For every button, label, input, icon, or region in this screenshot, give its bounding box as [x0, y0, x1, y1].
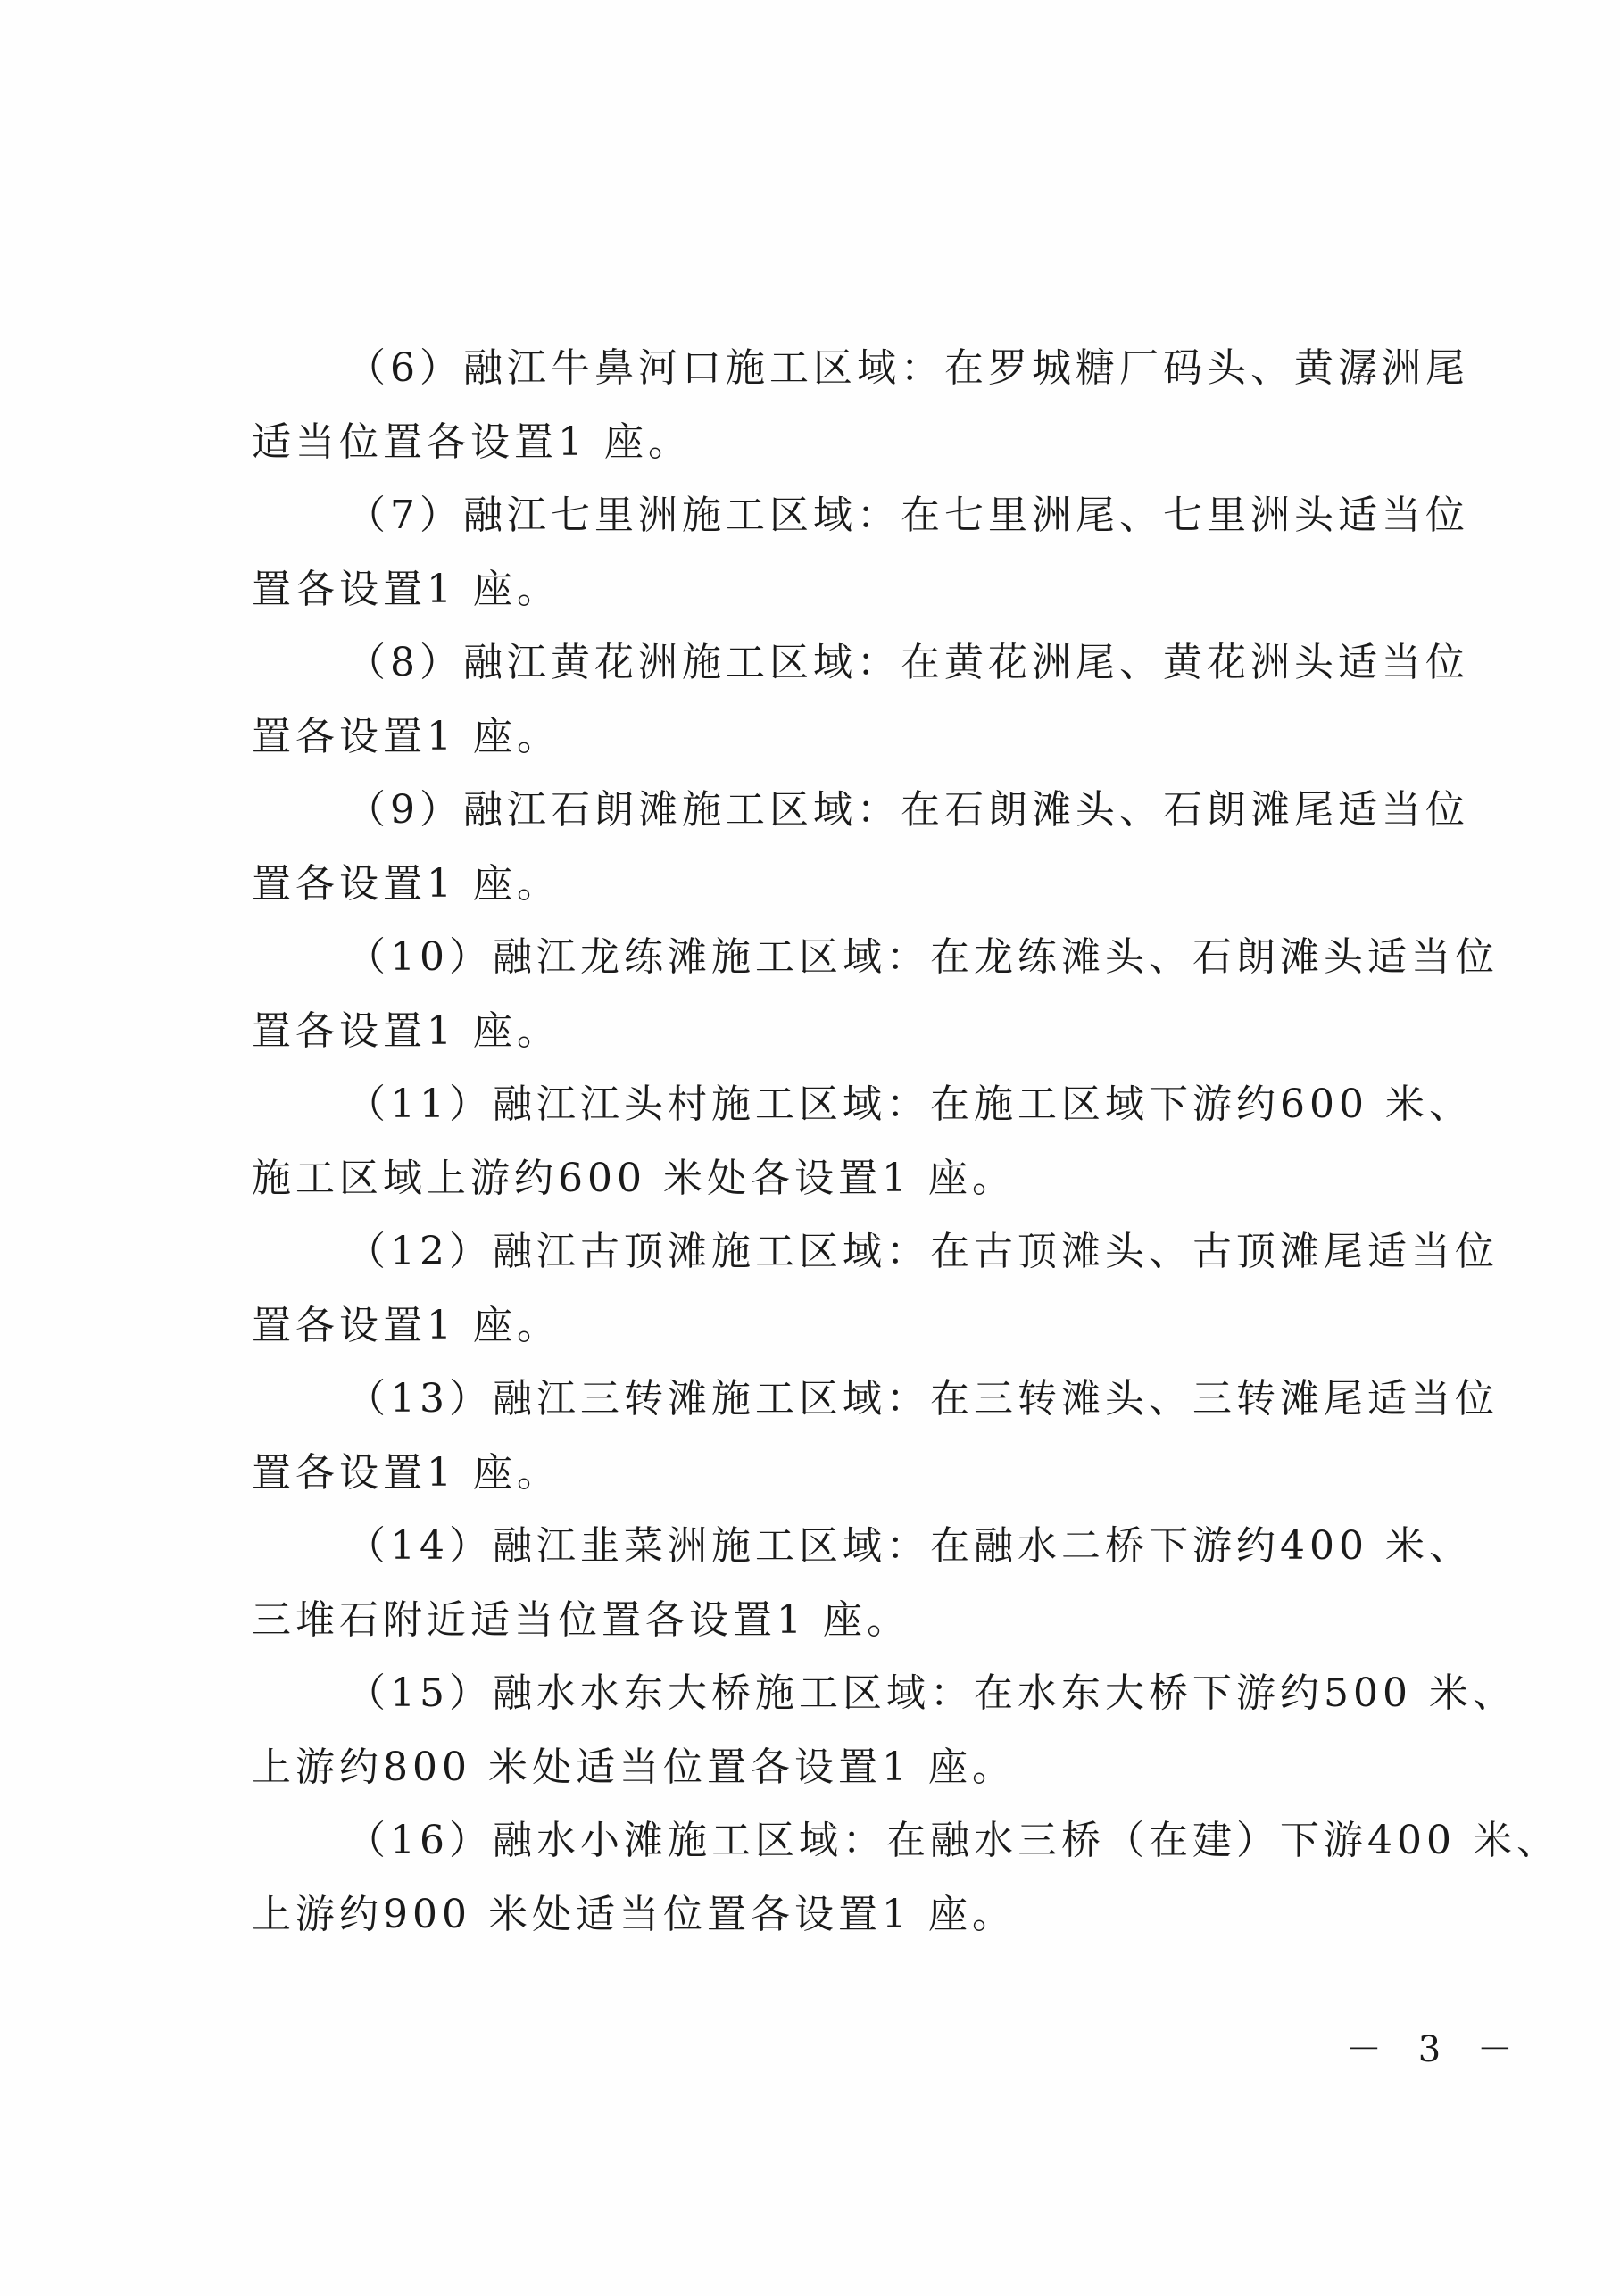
paragraph-line: 适当位置各设置1 座。 — [252, 419, 692, 465]
paragraph-9 — [252, 774, 1469, 921]
paragraph-line: （11）融江江头村施工区域：在施工区域下游约600 米、 — [346, 1082, 1473, 1127]
paragraph-line: 置各设置1 座。 — [252, 1449, 561, 1496]
paragraph-line: （6）融江牛鼻河口施工区域：在罗城糖厂码头、黄潺洲尾 — [346, 345, 1469, 391]
paragraph-line: （7）融江七里洲施工区域：在七里洲尾、七里洲头适当位 — [346, 493, 1469, 538]
paragraph-line: （16）融水小滩施工区域：在融水三桥（在建）下游400 米、 — [346, 1818, 1560, 1863]
paragraph-10 — [252, 921, 1499, 1068]
paragraph-15 — [252, 1657, 1516, 1804]
paragraph-line: 三堆石附近适当位置各设置1 座。 — [252, 1596, 910, 1643]
paragraph-line: （14）融江韭菜洲施工区域：在融水二桥下游约400 米、 — [346, 1523, 1473, 1569]
paragraph-line: 施工区域上游约600 米处各设置1 座。 — [252, 1155, 1016, 1201]
paragraph-line: 置各设置1 座。 — [252, 713, 561, 759]
paragraph-12 — [252, 1215, 1499, 1363]
paragraph-13 — [252, 1363, 1499, 1510]
paragraph-line: 上游约900 米处适当位置各设置1 座。 — [252, 1891, 1016, 1937]
paragraph-line: 置各设置1 座。 — [252, 566, 561, 612]
paragraph-8 — [252, 626, 1469, 774]
paragraph-16 — [252, 1804, 1560, 1952]
paragraph-line: 上游约800 米处适当位置各设置1 座。 — [252, 1744, 1016, 1790]
paragraph-line: 置各设置1 座。 — [252, 1302, 561, 1348]
paragraph-line: （15）融水水东大桥施工区域：在水东大桥下游约500 米、 — [346, 1670, 1516, 1716]
document-body — [252, 332, 1560, 1952]
page-number: － 3 － — [1346, 2029, 1525, 2070]
paragraph-line: （10）融江龙练滩施工区域：在龙练滩头、石朗滩头适当位 — [346, 934, 1499, 980]
paragraph-line: （9）融江石朗滩施工区域：在石朗滩头、石朗滩尾适当位 — [346, 787, 1469, 833]
paragraph-14 — [252, 1510, 1473, 1657]
paragraph-line: 置各设置1 座。 — [252, 1007, 561, 1054]
paragraph-7 — [252, 479, 1469, 626]
paragraph-line: 置各设置1 座。 — [252, 860, 561, 907]
paragraph-line: （13）融江三转滩施工区域：在三转滩头、三转滩尾适当位 — [346, 1376, 1499, 1422]
paragraph-6 — [252, 332, 1469, 479]
paragraph-line: （12）融江古顶滩施工区域：在古顶滩头、古顶滩尾适当位 — [346, 1229, 1499, 1274]
paragraph-line: （8）融江黄花洲施工区域：在黄花洲尾、黄花洲头适当位 — [346, 640, 1469, 685]
paragraph-11 — [252, 1068, 1473, 1215]
